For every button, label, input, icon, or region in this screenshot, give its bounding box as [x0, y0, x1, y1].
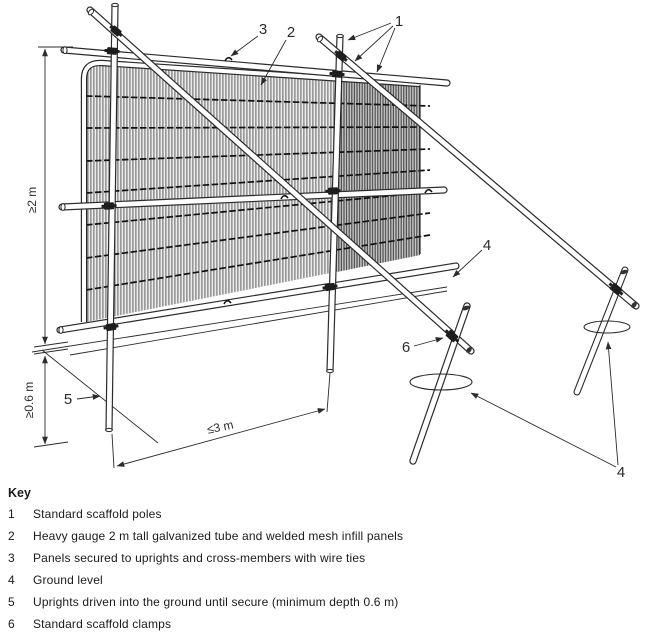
key-item [8, 530, 638, 544]
dimension-height [34, 47, 73, 447]
key-item-text: Ground level [33, 573, 103, 587]
key-item-number: 2 [8, 529, 15, 543]
dimension-bay-width-label: ≤3 m [205, 417, 235, 437]
key-item-text: Standard scaffold clamps [33, 617, 172, 631]
key-title: Key [8, 486, 31, 500]
callout-4-bottom: 4 [616, 464, 626, 481]
key-item-text: Uprights driven into the ground until secure (minimum depth 0.6 m) [33, 595, 399, 609]
key-item-number: 5 [8, 595, 15, 609]
anchor-stake-right [577, 269, 630, 392]
dimension-height-label: ≥2 m [25, 186, 39, 214]
callout-2: 2 [286, 24, 296, 41]
key-item [8, 618, 638, 632]
callout-4-top: 4 [482, 237, 492, 254]
key-item-number: 1 [8, 507, 15, 521]
key-item-text: Panels secured to uprights and cross-members with wire ties [33, 551, 366, 565]
key-section [8, 486, 638, 637]
key-item-number: 6 [8, 617, 15, 631]
key-item-number: 4 [8, 573, 15, 587]
callout-3: 3 [258, 21, 268, 38]
callout-1: 1 [394, 13, 404, 30]
key-item [8, 596, 638, 610]
dimension-depth-label: ≥0.6 m [22, 381, 36, 419]
callout-5: 5 [63, 391, 73, 408]
key-item-text: Standard scaffold poles [33, 507, 162, 521]
callout-6: 6 [401, 339, 411, 356]
key-item [8, 552, 638, 566]
key-item-text: Heavy gauge 2 m tall galvanized tube and welded mesh infill panels [33, 529, 404, 543]
key-item-number: 3 [8, 551, 15, 565]
key-item [8, 508, 638, 522]
key-item [8, 574, 638, 588]
